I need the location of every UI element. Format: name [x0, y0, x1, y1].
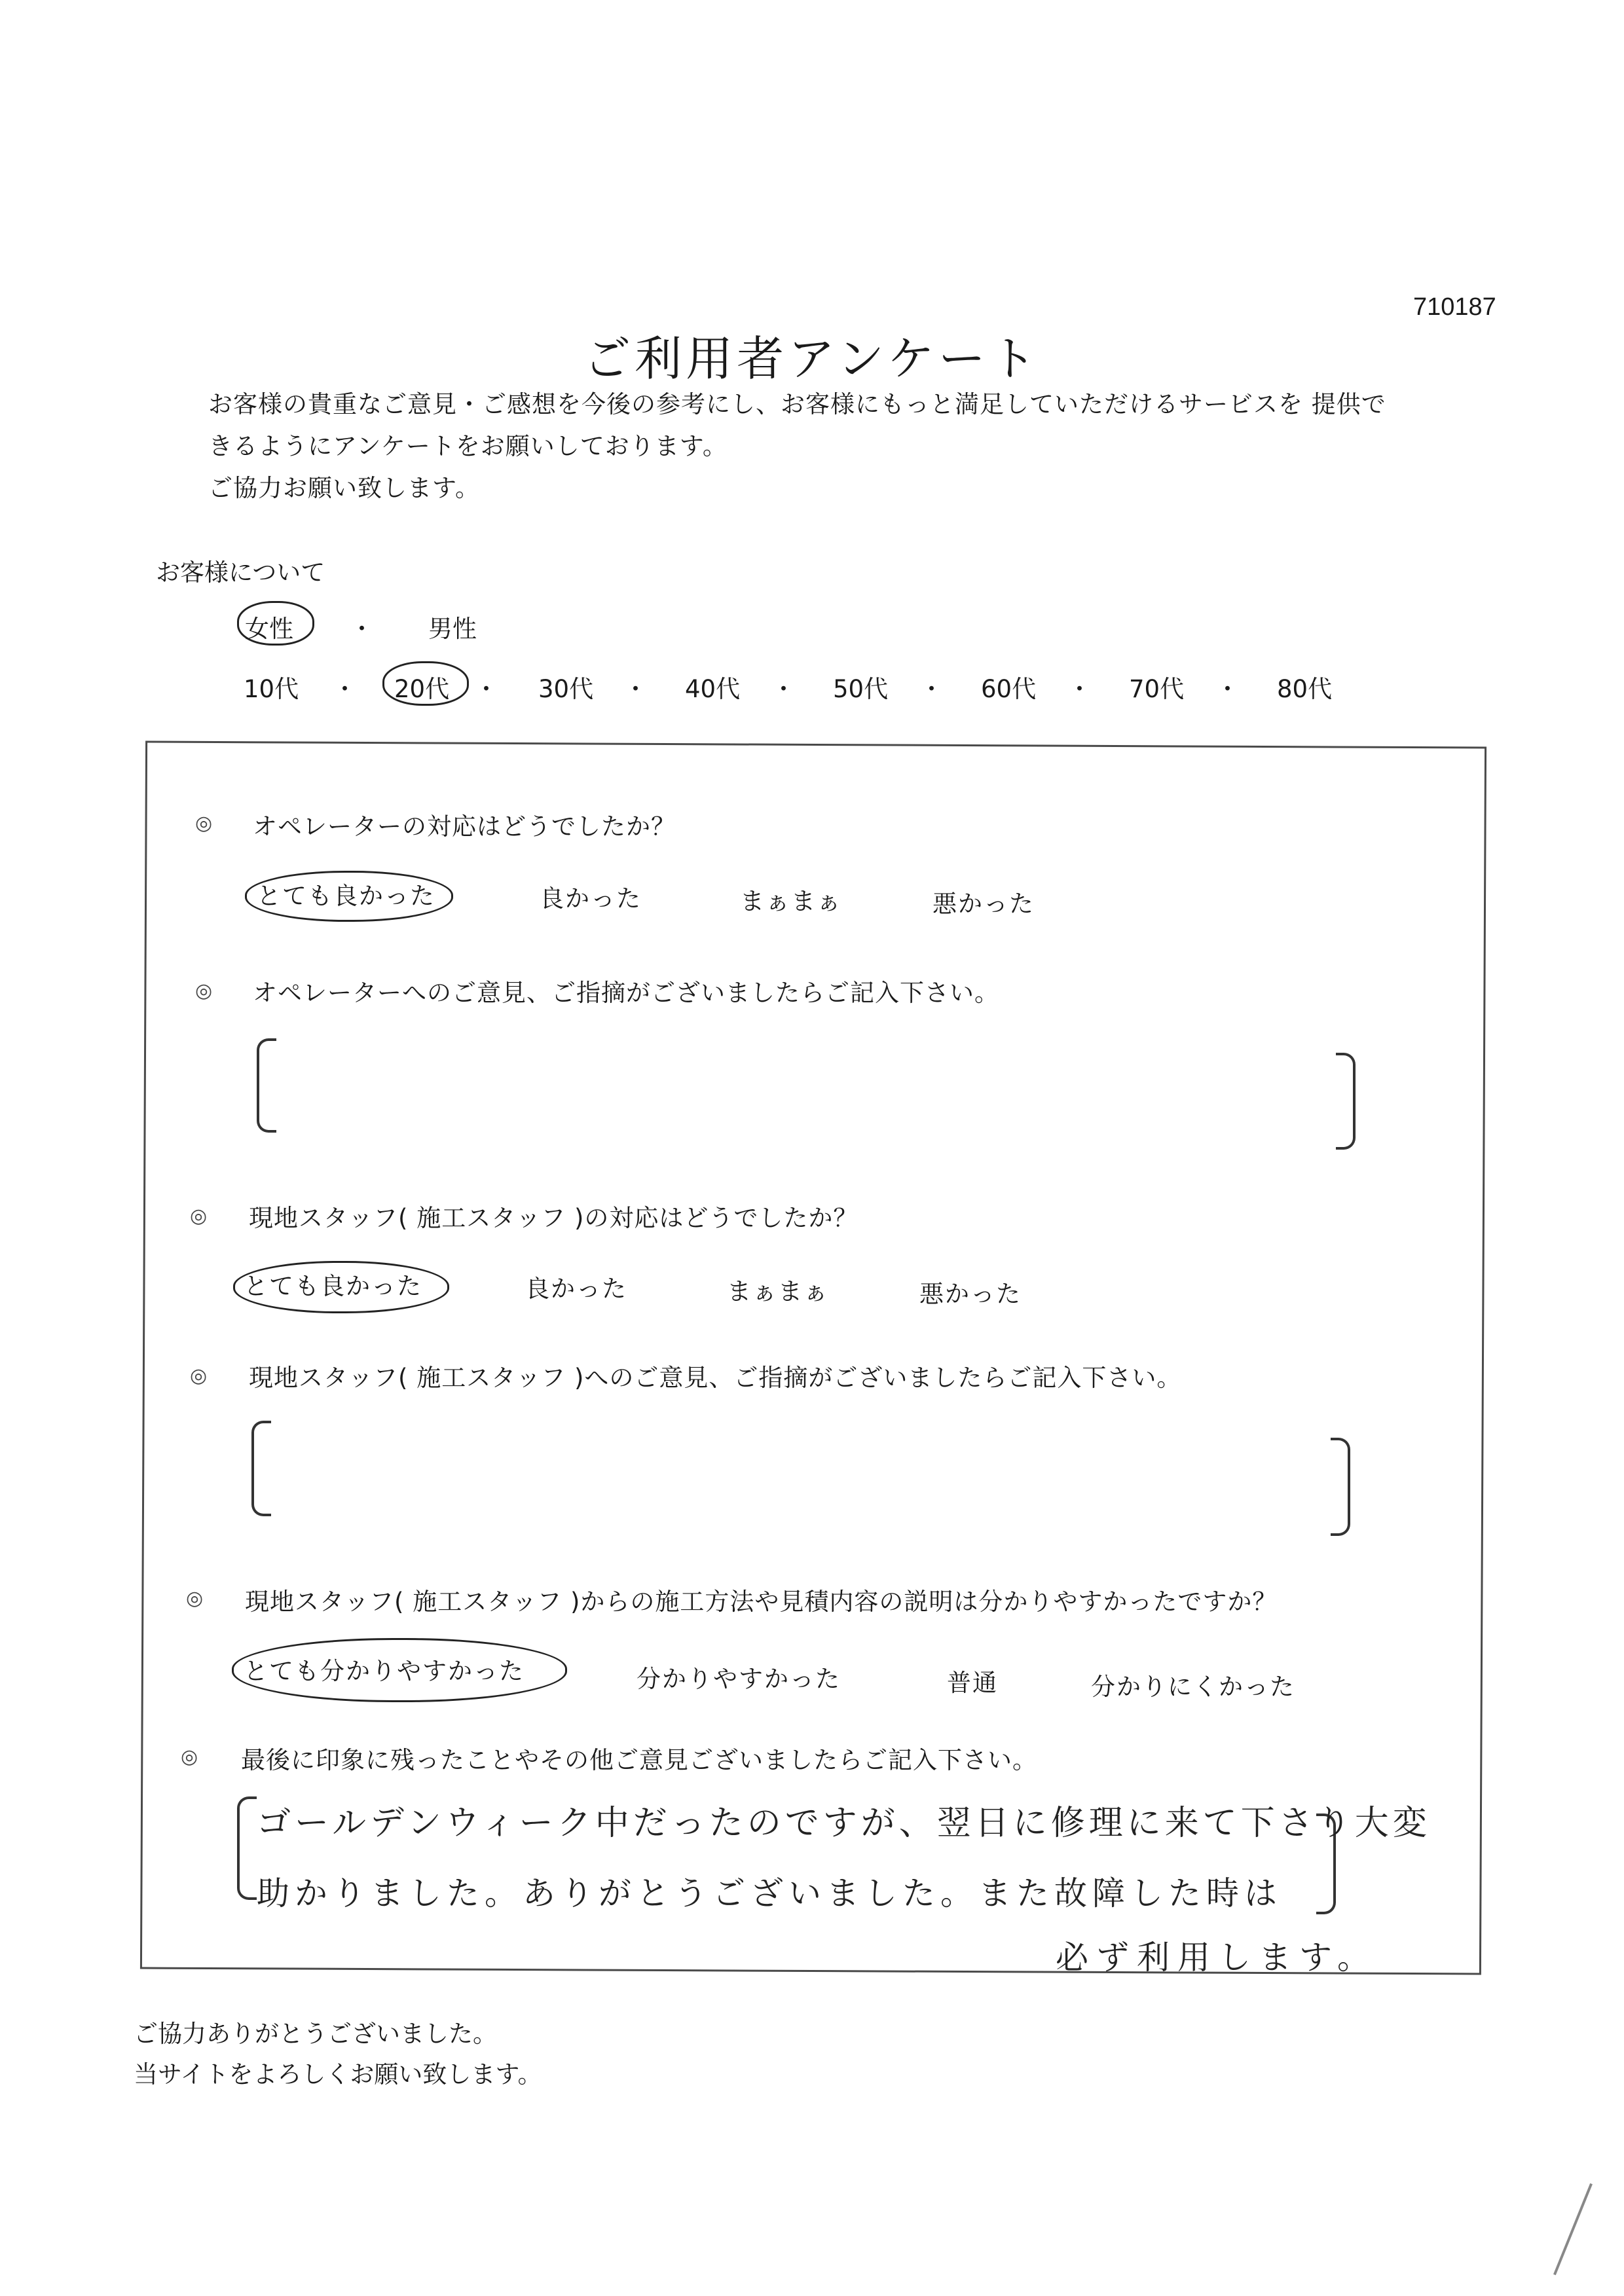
question-2-text: オペレーターへのご意見、ご指摘がございましたらご記入下さい。 — [253, 979, 999, 1007]
age-option-40s[interactable]: 40代 — [685, 675, 741, 703]
q5-option-unclear[interactable]: 分かりにくかった — [1091, 1673, 1295, 1701]
answer-6-line-3[interactable]: 必ず利用します。 — [1056, 1939, 1378, 1977]
q5-option-clear[interactable]: 分かりやすかった — [637, 1665, 841, 1693]
q1-option-very-good[interactable]: とても良かった — [257, 882, 435, 910]
question-bullet-icon: ◎ — [195, 979, 213, 1002]
answer-2-bracket-right — [1336, 1053, 1356, 1150]
q3-option-very-good[interactable]: とても良かった — [244, 1272, 422, 1300]
age-option-60s[interactable]: 60代 — [981, 675, 1037, 703]
question-1-text: オペレーターの対応はどうでしたか？ — [253, 812, 676, 841]
q3-option-bad[interactable]: 悪かった — [919, 1280, 1022, 1308]
age-option-50s[interactable]: 50代 — [833, 675, 889, 703]
question-5-text: 現地スタッフ( 施工スタッフ )からの施工方法や見積内容の説明は分かりやすかったですか？ — [245, 1588, 1278, 1616]
q1-option-good[interactable]: 良かった — [540, 884, 642, 913]
q5-option-very-clear[interactable]: とても分かりやすかった — [244, 1657, 525, 1685]
age-option-30s[interactable]: 30代 — [538, 675, 594, 703]
age-option-10s[interactable]: 10代 — [244, 675, 299, 703]
q1-option-fair[interactable]: まぁまぁ — [740, 887, 842, 915]
question-bullet-icon: ◎ — [190, 1364, 208, 1387]
gender-option-female[interactable]: 女性 — [245, 615, 293, 643]
age-separator: ・ — [623, 675, 648, 703]
question-bullet-icon: ◎ — [190, 1205, 208, 1228]
answer-6-bracket-left — [237, 1796, 257, 1900]
q5-option-normal[interactable]: 普通 — [947, 1669, 998, 1697]
intro-line: きるようにアンケートをお願いしております。 — [208, 432, 728, 460]
scan-mark — [1553, 2183, 1593, 2276]
age-separator: ・ — [1215, 675, 1240, 703]
intro-line: お客様の貴重なご意見・ご感想を今後の参考にし、お客様にもっと満足していただけるサービスを 提供で — [208, 390, 1386, 418]
customer-heading: お客様について — [156, 558, 325, 587]
age-option-20s[interactable]: 20代 — [394, 675, 450, 703]
question-bullet-icon: ◎ — [195, 812, 213, 835]
q1-option-bad[interactable]: 悪かった — [932, 890, 1035, 918]
answer-6-line-1[interactable]: ゴールデンウィーク中だったのですが、翌日に修理に来て下さり大変 — [257, 1804, 1431, 1843]
age-separator: ・ — [333, 675, 357, 703]
question-bullet-icon: ◎ — [186, 1587, 204, 1610]
q3-option-good[interactable]: 良かった — [525, 1275, 627, 1303]
answer-4-bracket-left — [251, 1421, 271, 1516]
answer-2-bracket-left — [257, 1038, 276, 1133]
gender-separator: ・ — [350, 615, 374, 643]
answer-4-bracket-right — [1331, 1438, 1350, 1536]
answer-6-line-2[interactable]: 助かりました。ありがとうございました。また故障した時は — [257, 1874, 1282, 1912]
document-id: 710187 — [1413, 293, 1496, 321]
question-3-text: 現地スタッフ( 施工スタッフ )の対応はどうでしたか？ — [249, 1204, 858, 1232]
page-title: ご利用者アンケート — [583, 331, 1041, 386]
intro-text — [208, 384, 1386, 509]
age-separator: ・ — [1067, 675, 1092, 703]
age-separator: ・ — [474, 675, 498, 703]
age-separator: ・ — [919, 675, 944, 703]
question-6-text: 最後に印象に残ったことやその他ご意見ございましたらご記入下さい。 — [241, 1746, 1037, 1774]
q3-option-fair[interactable]: まぁまぁ — [727, 1277, 829, 1305]
age-separator: ・ — [771, 675, 796, 703]
intro-line: ご協力お願い致します。 — [208, 474, 481, 502]
age-option-80s[interactable]: 80代 — [1277, 675, 1333, 703]
question-4-text: 現地スタッフ( 施工スタッフ )へのご意見、ご指摘がございましたらご記入下さい。 — [249, 1364, 1182, 1392]
question-bullet-icon: ◎ — [181, 1745, 198, 1768]
footer-line: ご協力ありがとうございました。 — [134, 2020, 497, 2048]
footer-text — [134, 2014, 542, 2095]
footer-line: 当サイトをよろしくお願い致します。 — [134, 2060, 542, 2088]
gender-option-male[interactable]: 男性 — [428, 615, 477, 643]
age-option-70s[interactable]: 70代 — [1129, 675, 1185, 703]
